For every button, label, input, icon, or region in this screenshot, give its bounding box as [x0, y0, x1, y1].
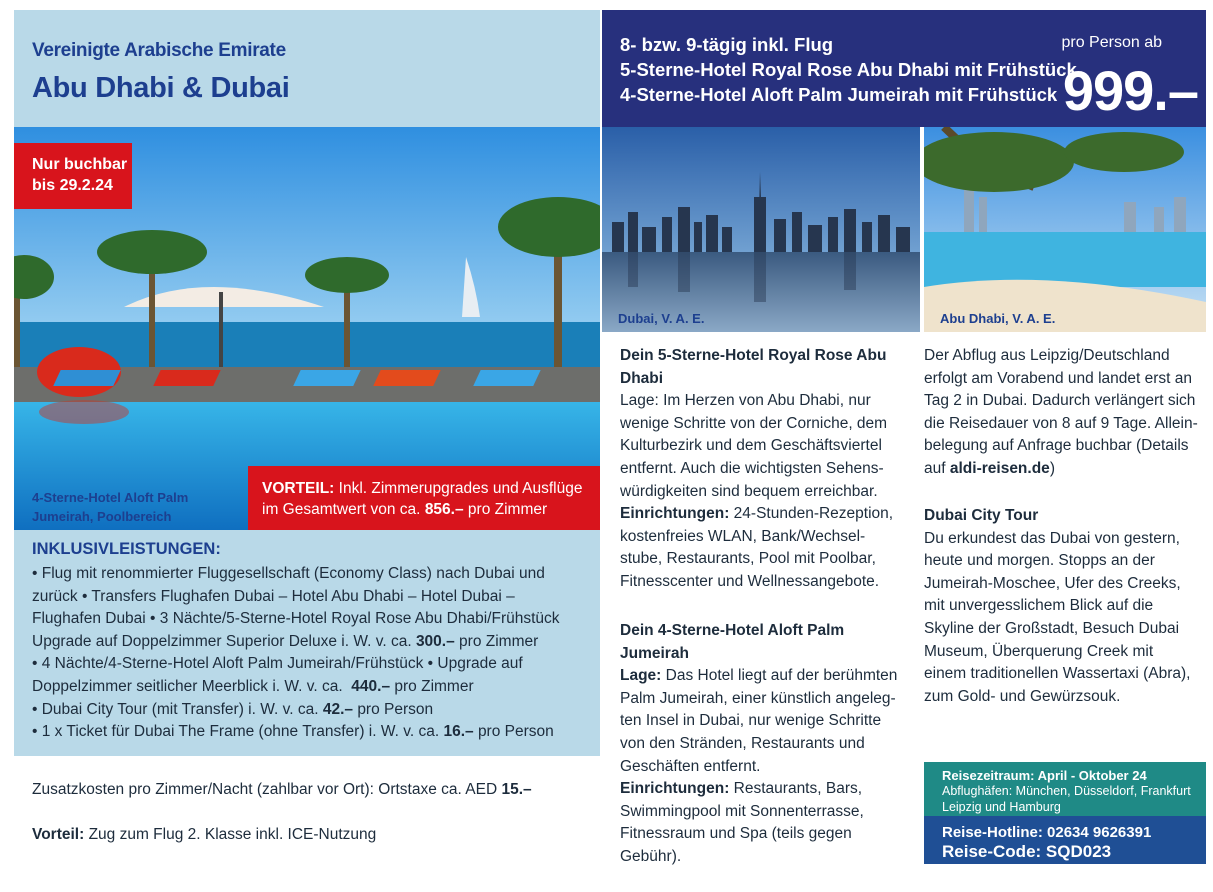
left-header: [14, 10, 600, 127]
city-tour-line: Museum, Überquerung Creek mit: [924, 642, 1154, 660]
travel-code: Reise-Code: SQD023: [942, 842, 1112, 861]
hotel-aloft-title: Dein 4-Sterne-Hotel Aloft Palm: [620, 622, 845, 639]
advantage-box: [248, 466, 600, 530]
offer-line-2: 5-Sterne-Hotel Royal Rose Abu Dhabi mit Frühstück: [620, 59, 1077, 80]
inclusive-line: • 1 x Ticket für Dubai The Frame (ohne Transfer) i. W. v. ca. 16.– pro Person: [32, 723, 554, 741]
pool-caption-line-1: 4-Sterne-Hotel Aloft Palm: [32, 490, 189, 505]
flight-info-line: erfolgt am Vorabend und landet erst an: [924, 369, 1192, 387]
pool-caption: [32, 488, 222, 526]
hotel-aloft-facilities: Fitnessraum und Spa (teils gegen: [620, 825, 852, 843]
hotel-royal-rose-location: Lage: Im Herzen von Abu Dhabi, nur: [620, 392, 871, 410]
hotel-aloft-facilities: Gebühr).: [620, 847, 682, 865]
price-prefix: pro Person ab: [1061, 34, 1162, 51]
city-tour-line: Du erkundest das Dubai von gestern,: [924, 529, 1180, 547]
hotel-royal-rose-title: Dein 5-Sterne-Hotel Royal Rose Abu: [620, 347, 887, 364]
website-link[interactable]: aldi-reisen.de: [949, 459, 1050, 477]
inclusive-line: Upgrade auf Doppelzimmer Superior Deluxe i. W. v. ca. 300.– pro Zimmer: [32, 632, 539, 650]
hotel-royal-rose-facilities: kostenfreies WLAN, Bank/Wechsel-: [620, 527, 866, 545]
abu-dhabi-caption: Abu Dhabi, V. A. E.: [940, 311, 1056, 326]
dubai-caption: Dubai, V. A. E.: [618, 311, 705, 326]
price: 999.–: [1062, 59, 1198, 122]
abu-dhabi-beach-photo: [924, 127, 1206, 332]
city-tour-line: Skyline der Großstadt, Besuch Dubai: [924, 619, 1180, 637]
flight-info-line: auf aldi-reisen.de): [924, 459, 1055, 477]
advantage-label: VORTEIL:: [262, 480, 335, 497]
hotel-royal-rose-location: würdigkeiten sind bequem erreichbar.: [620, 482, 878, 500]
pool-caption-line-2: Jumeirah, Poolbereich: [32, 509, 172, 524]
offer-line-3: 4-Sterne-Hotel Aloft Palm Jumeirah mit Frühstück: [620, 84, 1058, 105]
hotel-aloft-section: [620, 620, 910, 869]
travel-period: Reisezeitraum: April - Oktober 24: [942, 768, 1147, 783]
hotel-royal-rose-location: Kulturbezirk und dem Geschäftsviertel: [620, 437, 882, 455]
flight-info-line: belegung auf Anfrage buchbar (Details: [924, 437, 1189, 455]
train-advantage-label: Vorteil:: [32, 826, 85, 843]
flight-info: [924, 345, 1206, 481]
right-header: [602, 10, 1206, 127]
advantage-text-2: im Gesamtwert von ca.: [262, 501, 421, 518]
hotel-aloft-title-2: Jumeirah: [620, 644, 689, 662]
flight-info-line: Der Abflug aus Leipzig/Deutschland: [924, 347, 1170, 364]
city-tour-title: Dubai City Tour: [924, 507, 1039, 524]
hotel-aloft-location: ten Insel in Dubai, nur wenige Schritte: [620, 712, 882, 730]
flight-info-line: Tag 2 in Dubai. Dadurch verlängert sich: [924, 392, 1196, 410]
train-advantage: Vorteil: Zug zum Flug 2. Klasse inkl. ICE-Nutzung: [32, 826, 377, 843]
inclusive-box: [14, 530, 600, 756]
extra-costs-amount: 15.–: [501, 781, 532, 798]
advantage-text-1: Inkl. Zimmerupgrades und Ausflüge: [338, 480, 583, 497]
badge-line-1: Nur buchbar: [32, 156, 128, 173]
booking-deadline-badge: [14, 143, 132, 209]
hotel-aloft-facilities: Swimmingpool mit Sonnenterrasse,: [620, 802, 864, 820]
hotel-aloft-location: Geschäften entfernt.: [620, 757, 761, 775]
inclusive-line: Doppelzimmer seitlicher Meerblick i. W. v. ca. 440.– pro Zimmer: [32, 677, 474, 695]
inclusive-line: • Dubai City Tour (mit Transfer) i. W. v. ca. 42.– pro Person: [32, 700, 434, 718]
inclusive-line: Flughafen Dubai • 3 Nächte/5-Sterne-Hotel Royal Rose Abu Dhabi/Frühstück: [32, 610, 560, 628]
departure-airports: Abflughäfen: München, Düsseldorf, Frankfurt Leipzig und Hamburg: [942, 784, 1191, 814]
tour-amount: 42.–: [322, 700, 353, 718]
city-tour-line: heute und morgen. Stopps an der: [924, 552, 1155, 570]
destination-title: Abu Dhabi & Dubai: [32, 72, 290, 104]
inclusive-line: • Flug mit renommierter Fluggesellschaft (Economy Class) nach Dubai und: [32, 565, 545, 582]
travel-period-strip: [924, 762, 1206, 816]
upgrade2-amount: 440.–: [351, 677, 391, 695]
inclusive-list: [32, 563, 592, 744]
country-title: Vereinigte Arabische Emirate: [32, 40, 286, 61]
hotel-royal-rose-facilities: stube, Restaurants, Pool mit Poolbar,: [620, 550, 876, 568]
hotel-royal-rose-section: [620, 345, 910, 594]
hotel-aloft-location: Lage: Das Hotel liegt auf der berühmten: [620, 667, 898, 685]
inclusive-line: zurück • Transfers Flughafen Dubai – Hotel Abu Dhabi – Hotel Dubai –: [32, 587, 515, 605]
advantage-amount: 856.–: [424, 501, 464, 518]
hotel-royal-rose-facilities: Einrichtungen: 24-Stunden-Rezeption,: [620, 505, 894, 523]
city-tour-line: zum Gold- und Gewürzsouk.: [924, 687, 1121, 705]
dubai-skyline-photo: [602, 127, 920, 332]
badge-line-2: bis 29.2.24: [32, 177, 113, 194]
travel-hotline[interactable]: Reise-Hotline: 02634 9626391: [942, 824, 1152, 841]
hotel-aloft-location: Palm Jumeirah, einer künstlich angeleg-: [620, 689, 896, 707]
hotel-royal-rose-title-2: Dhabi: [620, 369, 664, 387]
extra-costs: Zusatzkosten pro Zimmer/Nacht (zahlbar vor Ort): Ortstaxe ca. AED 15.–: [32, 781, 532, 798]
ticket-amount: 16.–: [443, 723, 474, 741]
offer-line-1: 8- bzw. 9-tägig inkl. Flug: [620, 34, 834, 55]
flight-info-line: die Reisedauer von 8 auf 9 Tage. Allein-: [924, 414, 1198, 432]
city-tour-line: einem traditionellen Wassertaxi (Abra),: [924, 665, 1191, 683]
inclusive-title: INKLUSIVLEISTUNGEN:: [32, 540, 221, 558]
city-tour-section: [924, 505, 1206, 708]
offer-summary: [620, 32, 1077, 107]
inclusive-line: • 4 Nächte/4-Sterne-Hotel Aloft Palm Jumeirah/Frühstück • Upgrade auf: [32, 655, 523, 673]
hotel-aloft-facilities: Einrichtungen: Restaurants, Bars,: [620, 780, 863, 798]
booking-info-box: [924, 762, 1206, 864]
hotel-royal-rose-location: wenige Schritte von der Corniche, dem: [620, 414, 888, 432]
hotel-royal-rose-location: entfernt. Auch die wichtigsten Sehens-: [620, 459, 884, 477]
upgrade1-amount: 300.–: [415, 632, 455, 650]
hotel-royal-rose-facilities: Fitnesscenter und Wellnessangebote.: [620, 572, 880, 590]
hotel-aloft-location: von den Stränden, Restaurants und: [620, 734, 865, 752]
city-tour-line: mit unvergesslichem Blick auf die: [924, 597, 1154, 615]
city-tour-line: Jumeirah-Moschee, Ufer des Creeks,: [924, 574, 1181, 592]
advantage-text-3: pro Zimmer: [467, 501, 548, 518]
